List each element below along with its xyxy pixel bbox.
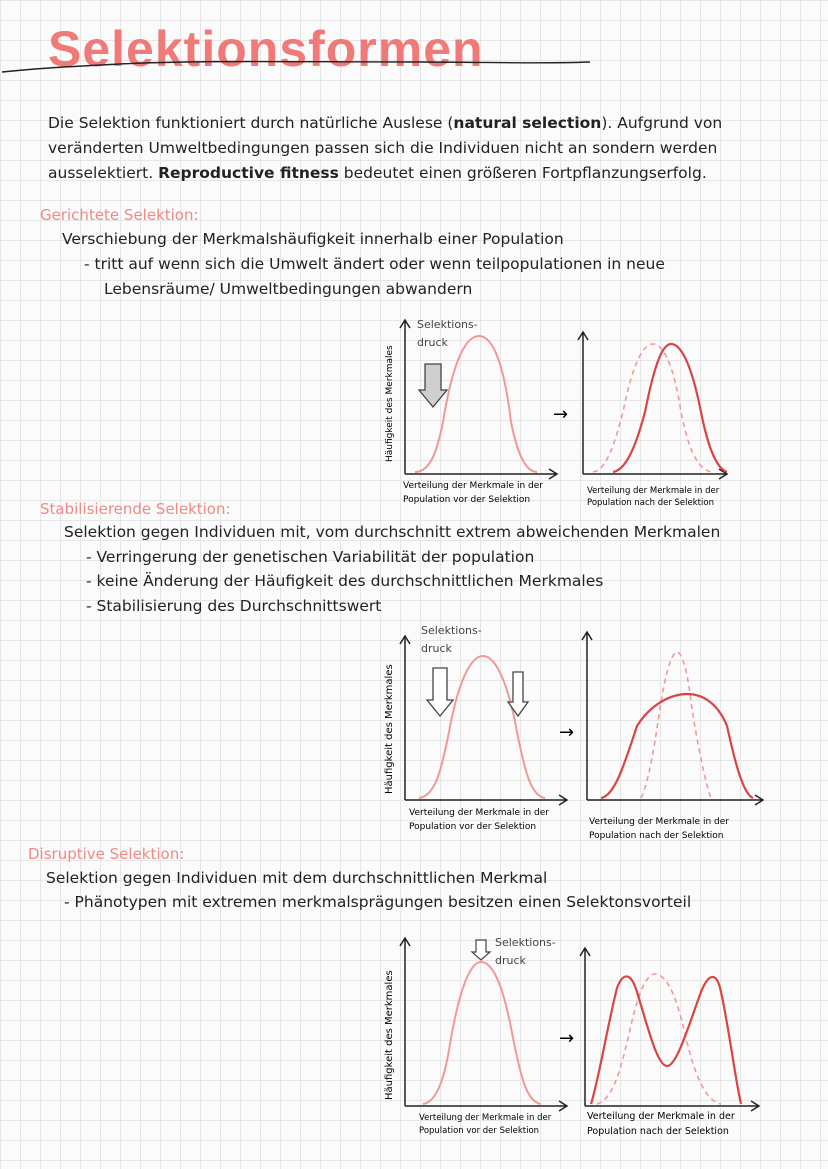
stabilizing-selection-diagram	[375, 622, 775, 844]
selection-pressure-arrow-icon	[419, 364, 447, 407]
pressure-label-1: Selektions-	[495, 936, 556, 949]
pressure-label-1: Selektions-	[421, 624, 482, 637]
before-caption-2: Population vor der Selektion	[419, 1126, 540, 1136]
transition-arrow: →	[559, 722, 575, 743]
before-distribution-curve	[423, 962, 541, 1104]
selection-pressure-arrow-icon	[472, 940, 490, 960]
intro-paragraph	[48, 111, 722, 186]
before-caption-1: Verteilung der Merkmale in der	[419, 1113, 552, 1123]
directional-selection-diagram	[375, 312, 755, 512]
transition-arrow: →	[553, 404, 569, 425]
y-axis-label: Häufigkeit des Merkmales	[384, 664, 395, 794]
bullet-item: - Verringerung der genetischen Variabilität der population	[86, 548, 535, 566]
after-caption-2: Population nach der Selektion	[589, 831, 724, 841]
y-axis-label: Häufigkeit des Merkmales	[385, 345, 395, 462]
after-caption-2: Population nach der Selektion	[587, 1126, 729, 1137]
pressure-label-2: druck	[417, 336, 448, 349]
before-caption-1: Verteilung der Merkmale in der	[403, 481, 543, 491]
before-caption-2: Population vor der Selektion	[409, 822, 537, 832]
section-heading-stabilizing: Stabilisierende Selektion:	[40, 500, 231, 518]
intro-line-3: ausselektiert. Reproductive fitness bedeutet einen größeren Fortpflanzungserfolg.	[48, 164, 707, 182]
bullet-item: - keine Änderung der Häufigkeit des durchschnittlichen Merkmales	[86, 572, 604, 590]
bullet-item: - tritt auf wenn sich die Umwelt ändert oder wenn teilpopulationen in neue	[84, 255, 665, 273]
pressure-label-1: Selektions-	[417, 318, 478, 331]
before-caption-2: Population vor der Selektion	[403, 495, 531, 505]
section-description: Selektion gegen Individuen mit dem durchschnittlichen Merkmal	[46, 869, 548, 887]
pressure-label-2: druck	[421, 642, 452, 655]
after-chart-axes	[578, 332, 727, 479]
after-distribution-curve	[601, 694, 753, 798]
after-caption-2: Population nach der Selektion	[587, 498, 714, 508]
after-caption-1: Verteilung der Merkmale in der	[587, 1111, 735, 1122]
before-caption-1: Verteilung der Merkmale in der	[409, 808, 549, 818]
y-axis-label: Häufigkeit des Merkmales	[384, 970, 395, 1100]
intro-line-1: Die Selektion funktioniert durch natürliche Auslese (natural selection). Aufgrund von	[48, 114, 723, 132]
disruptive-selection-diagram	[375, 928, 775, 1140]
intro-line-2: veränderten Umweltbedingungen passen sich die Individuen nicht an sondern werden	[48, 139, 718, 157]
after-distribution-curve	[591, 976, 741, 1104]
after-chart-axes	[582, 632, 763, 805]
before-chart-axes	[400, 938, 567, 1111]
pressure-label-2: druck	[495, 954, 526, 967]
before-distribution-dashed-curve	[641, 652, 711, 798]
page-title: Selektionsformen	[48, 21, 484, 77]
before-chart-axes	[400, 636, 567, 805]
title-underline-scribble	[0, 40, 600, 80]
section-heading-disruptive: Disruptive Selektion:	[28, 845, 185, 863]
selection-pressure-arrow-icon	[508, 672, 528, 716]
section-description: Selektion gegen Individuen mit, vom durchschnitt extrem abweichenden Merkmalen	[64, 523, 721, 541]
after-caption-1: Verteilung der Merkmale in der	[589, 817, 729, 827]
selection-pressure-arrow-icon	[427, 668, 453, 716]
before-distribution-dashed-curve	[593, 344, 711, 472]
transition-arrow: →	[559, 1028, 575, 1049]
section-heading-directional: Gerichtete Selektion:	[40, 206, 199, 224]
section-description: Verschiebung der Merkmalshäufigkeit innerhalb einer Population	[62, 230, 564, 248]
after-caption-1: Verteilung der Merkmale in der	[587, 486, 720, 496]
bullet-item: Lebensräume/ Umweltbedingungen abwandern	[104, 280, 473, 298]
bullet-item: - Phänotypen mit extremen merkmalsprägungen besitzen einen Selektonsvorteil	[64, 893, 692, 911]
bullet-item: - Stabilisierung des Durchschnittswert	[86, 597, 382, 615]
